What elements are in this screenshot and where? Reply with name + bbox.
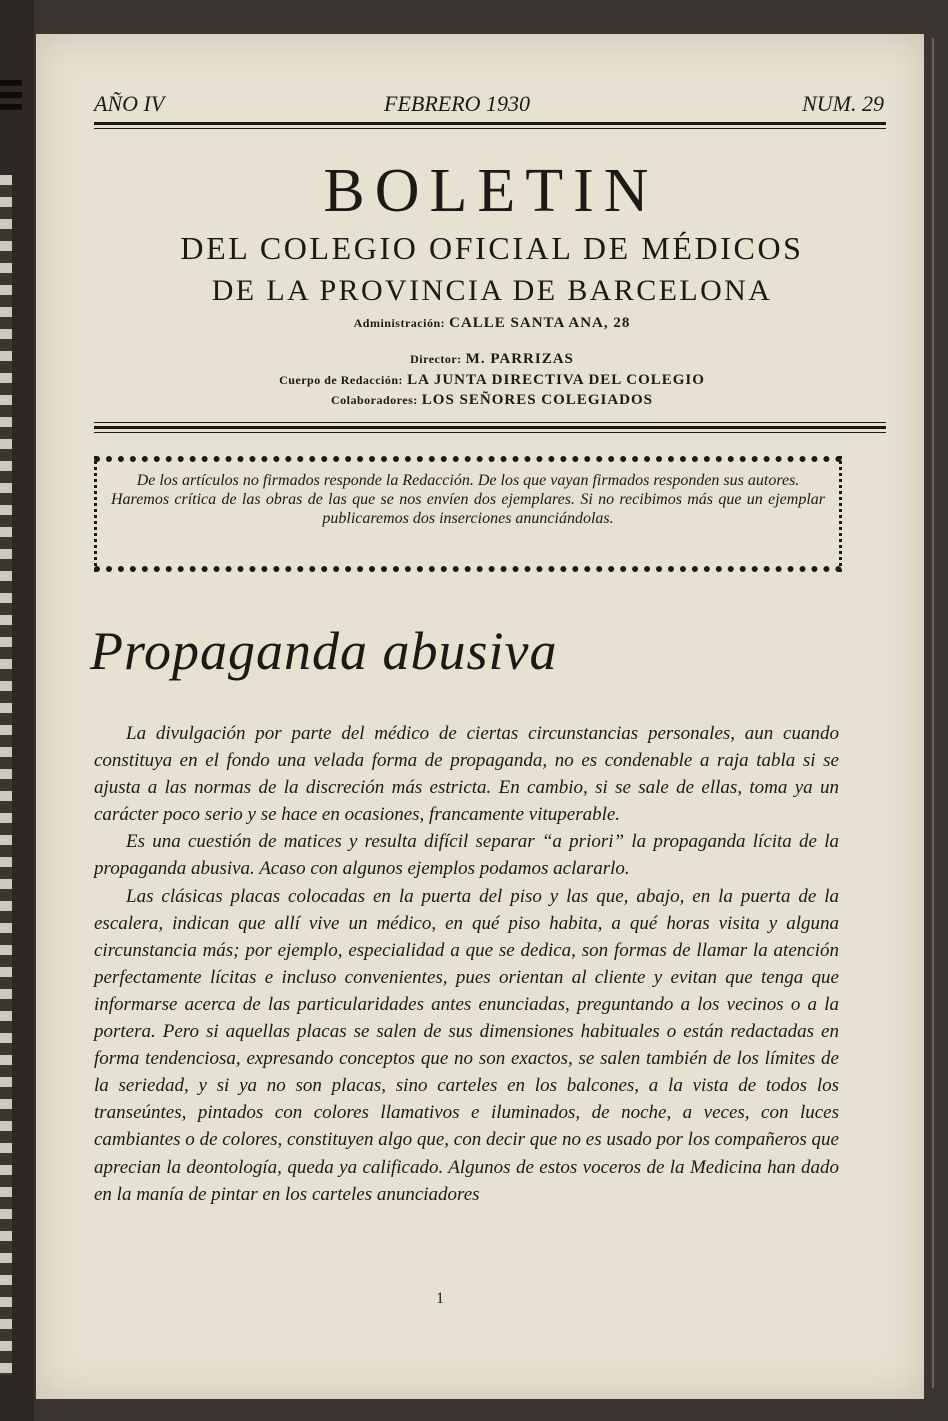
editorial-notice — [94, 456, 842, 572]
spine-pattern — [0, 175, 12, 1375]
director-label: Director: — [410, 352, 462, 366]
article-title: Propaganda abusiva — [90, 621, 558, 681]
page-edge — [932, 38, 934, 1388]
masthead-title: BOLETIN — [323, 157, 659, 225]
article-paragraph: Es una cuestión de matices y resulta difícil separar “a priori” la propaganda lícita de la propaganda abusiva. Acaso con algunos ejemplos podamos aclararlo. — [94, 831, 839, 880]
spine-mark — [0, 80, 22, 86]
issue-date: FEBRERO 1930 — [384, 91, 531, 116]
masthead-rule — [94, 422, 886, 423]
redaccion-line — [92, 371, 892, 389]
colaboradores-value: LOS SEÑORES COLEGIADOS — [421, 392, 653, 408]
article-body — [94, 720, 839, 1208]
admin-label: Administración: — [353, 316, 446, 330]
issue-year: AÑO IV — [94, 91, 165, 116]
admin-address: CALLE SANTA ANA, 28 — [449, 315, 631, 331]
book-spine — [0, 0, 34, 1421]
masthead-rule — [94, 432, 886, 433]
journal-page — [36, 34, 924, 1399]
article-paragraph: La divulgación por parte del médico de ciertas circunstancias personales, aun cuando constituya en el fondo una velada forma de propaganda, no es condenable a raja tabla si se ajusta a las normas de la discreción más estricta. En cambio, si se sale de ellas, toma ya un carácter poco serio y se hace en ocasiones, francamente vituperable. — [94, 723, 839, 826]
colaboradores-label: Colaboradores: — [330, 393, 418, 407]
spine-mark — [0, 104, 22, 110]
header-rule — [94, 128, 886, 129]
administration-line — [92, 314, 892, 332]
colaboradores-line — [92, 391, 892, 409]
notice-paragraph: De los artículos no firmados responde la Redacción. De los que vayan firmados responden sus autores. — [136, 472, 800, 489]
article-paragraph: Las clásicas placas colocadas en la puerta del piso y las que, abajo, en la puerta de la escalera, indican que allí vive un médico, en qué piso habita, a qué horas visita y alguna circunstancia más; por ejemplo, especialidad a que se dedica, son formas de llamar la atención perfectamente lícitas e incluso convenientes, pues orientan al cliente y evitan que tenga que informarse acerca de las particularidades antes enunciadas, preguntando a los vecinos o a la portera. Pero si aquellas placas se salen de sus dimensiones habituales o están redactadas en forma tendenciosa, expresando conceptos que no son exactos, se salen también de los límites de la seriedad, y si ya no son placas, sino carteles en los balcones, a la vista de todos los transeúntes, pintados con colores llamativos e iluminados, de noche, a veces, con luces cambiantes o de colores, constituyen algo que, con decir que no es usado por los compañeros que aprecian la deontología, queda ya calificado. Algunos de estos voceros de la Medicina han dado en la manía de pintar en los carteles anunciadores — [94, 885, 839, 1205]
redaccion-value: LA JUNTA DIRECTIVA DEL COLEGIO — [407, 372, 705, 388]
issue-header — [94, 91, 884, 121]
masthead-subtitle: DEL COLEGIO OFICIAL DE MÉDICOS — [180, 230, 804, 266]
notice-paragraph: Haremos crítica de las obras de las que se nos envíen dos ejemplares. Si no recibimos más que un ejemplar publicaremos dos inserciones anunciándolas. — [111, 491, 825, 527]
redaccion-label: Cuerpo de Redacción: — [279, 373, 404, 387]
director-line — [92, 350, 892, 368]
masthead-rule — [94, 426, 886, 429]
spine-mark — [0, 92, 22, 98]
masthead-subtitle: DE LA PROVINCIA DE BARCELONA — [211, 274, 773, 307]
header-rule — [94, 122, 886, 125]
page-number: 1 — [436, 1290, 444, 1307]
director-name: M. PARRIZAS — [465, 351, 574, 367]
issue-number: NUM. 29 — [802, 91, 884, 116]
